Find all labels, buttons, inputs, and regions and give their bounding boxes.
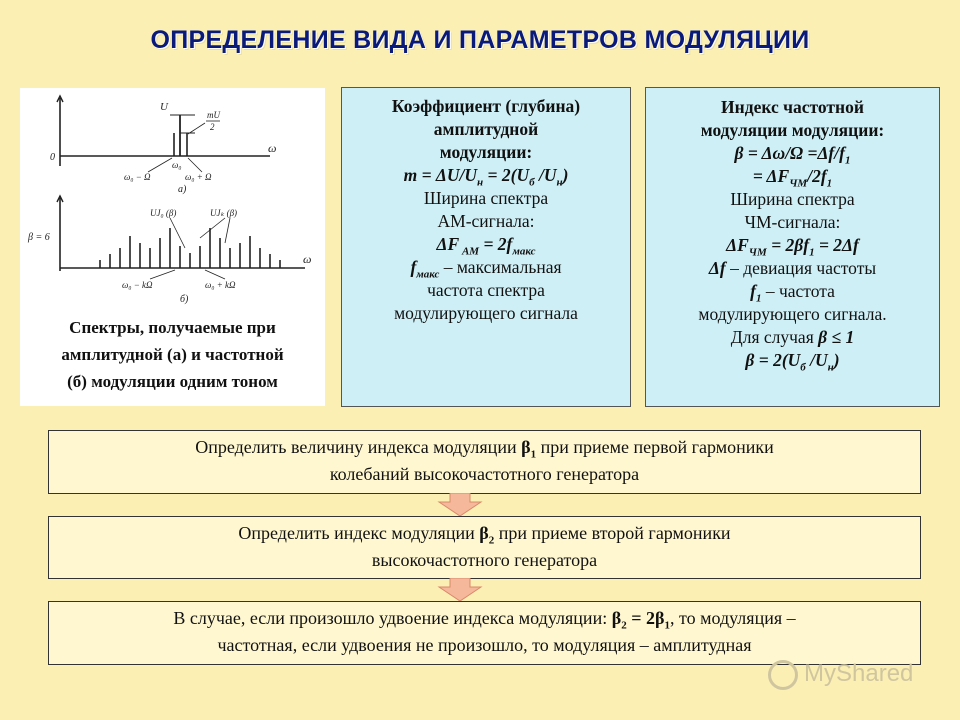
step-1-line-1: Определить величину индекса модуляции $\beta_1$ при приеме первой гармоники (195, 437, 774, 461)
pointer-ujk-2 (225, 218, 230, 243)
fm-deviation-definition: Δf – девиация частоты (708, 258, 877, 278)
fm-f1-definition: $f_1$ – частота (750, 281, 835, 305)
label-w0-a: ω₀ (172, 160, 182, 170)
spectra-diagram (20, 88, 325, 313)
label-w0-plus-k: ω₀ + kΩ (205, 280, 236, 290)
watermark (768, 656, 928, 692)
fm-index-formula-1: $\beta = \Delta\omega/\Omega =\Delta f/f_1$ (734, 143, 851, 167)
step-1-line-2: колебаний высокочастотного генератора (329, 464, 640, 484)
caption-line-2: амплитудной (а) и частотной (61, 345, 284, 364)
down-arrow-icon-1 (437, 493, 483, 517)
fm-bandwidth-formula: $\Delta F_{ЧМ} = 2\beta f_1 = 2\Delta f$ (726, 235, 859, 259)
fm-signal-label: ЧМ-сигнала: (744, 212, 841, 232)
step-3-line-2: частотная, если удвоения не произошло, то модуляция – амплитудная (217, 635, 752, 655)
step-2-line-1: Определить индекс модуляции $\beta_2$ при приеме второй гармоники (238, 523, 731, 547)
fm-case-condition: Для случая β ≤ 1 (730, 327, 855, 347)
fm-small-beta-formula: $\beta = 2(U_б$ $/U_н$) (745, 350, 840, 374)
figure-caption (20, 314, 325, 395)
label-mu-pointer (188, 123, 205, 134)
down-arrow-icon-2 (437, 578, 483, 602)
label-mu: mU (207, 110, 220, 120)
pointer-w0-minus (148, 158, 172, 172)
label-w0-plus: ω₀ + Ω (185, 172, 212, 182)
am-line-7: частота спектра (427, 280, 545, 300)
am-heading-1: Коэффициент (глубина) (391, 96, 581, 116)
step-2-box (48, 516, 921, 579)
label-omega-a: ω (268, 141, 277, 155)
am-fmax-definition: $f_{макс}$ – максимальная (410, 257, 562, 281)
caption-line-3: (б) модуляции одним тоном (67, 372, 278, 391)
caption-line-1: Спектры, получаемые при (69, 318, 276, 337)
pointer-uj0 (170, 218, 185, 248)
fm-bandwidth-label: Ширина спектра (730, 189, 855, 209)
label-omega-b: ω (303, 252, 312, 266)
fm-line-7: модулирующего сигнала. (698, 304, 887, 324)
label-beta-eq: β = 6 (28, 232, 50, 243)
watermark-logo-icon (768, 660, 798, 690)
am-heading-2: амплитудной (433, 119, 539, 139)
pointer-ujk-1 (200, 218, 225, 238)
am-depth-formula: $m = \Delta U/U_н = 2(U_б$ $/U_н$) (403, 165, 569, 189)
fm-index-box (645, 87, 940, 407)
fm-index-formula-2: = $\Delta F_{ЧМ}/2f_1$ (752, 166, 833, 190)
step-1-box (48, 430, 921, 494)
pointer-w0-minus-k (150, 270, 175, 279)
pointer-w0-plus (188, 158, 202, 172)
label-w0-minus-k: ω₀ − kΩ (122, 280, 153, 290)
fm-heading-2: модуляции модуляции: (700, 120, 885, 140)
label-a: а) (178, 184, 187, 195)
watermark-text: MyShared (804, 660, 914, 687)
label-u: U (160, 101, 168, 113)
am-line-8: модулирующего сигнала (394, 303, 578, 323)
am-bandwidth-label: Ширина спектра (423, 188, 549, 208)
label-b: б) (180, 294, 189, 305)
label-uj0: UJ₀ (β) (150, 208, 177, 218)
am-depth-box (341, 87, 631, 407)
fm-spectral-lines (100, 228, 280, 268)
label-zero-a: 0 (50, 152, 55, 163)
label-mu-two: 2 (210, 122, 215, 132)
slide-title: ОПРЕДЕЛЕНИЕ ВИДА И ПАРАМЕТРОВ МОДУЛЯЦИИ (150, 26, 810, 54)
spectra-figure (20, 88, 325, 406)
pointer-w0-plus-k (205, 270, 225, 279)
step-2-line-2: высокочастотного генератора (371, 550, 598, 570)
am-signal-label: АМ-сигнала: (437, 211, 535, 231)
step-3-line-1: В случае, если произошло удвоение индекса модуляции: $\beta_2 = 2\beta_1$, то модуляция – (173, 608, 796, 632)
label-ujk: UJₖ (β) (210, 208, 238, 218)
am-bandwidth-formula: ΔF $_{АМ} = 2f_{макс}$ (436, 234, 536, 258)
label-w0-minus: ω₀ − Ω (124, 172, 151, 182)
fm-heading-1: Индекс частотной (721, 97, 864, 117)
am-heading-3: модуляции: (439, 142, 533, 162)
